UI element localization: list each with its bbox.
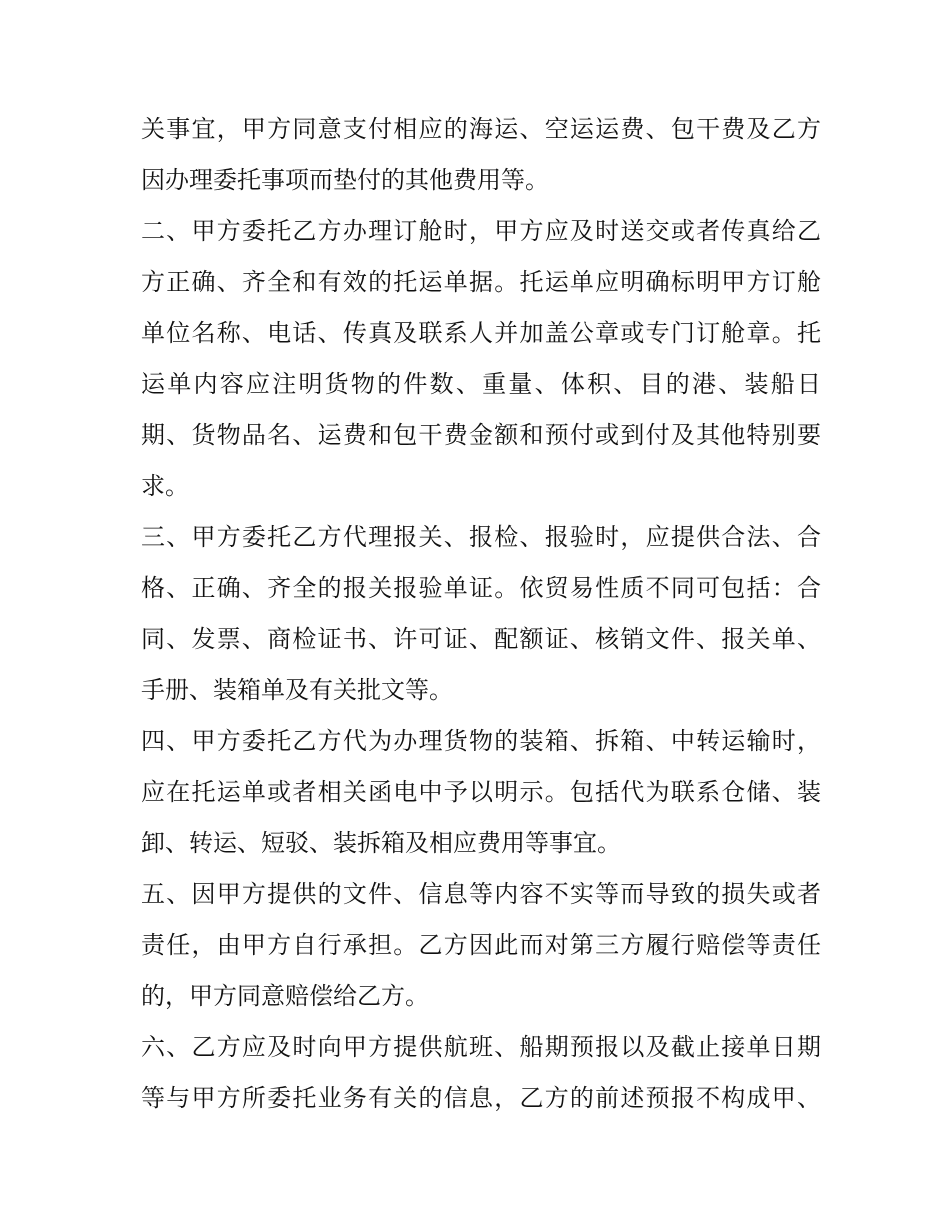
text-line: 四、甲方委托乙方代为办理货物的装箱、拆箱、中转运输时， xyxy=(141,727,821,755)
text-line: 因办理委托事项而垫付的其他费用等。 xyxy=(141,166,549,194)
text-line: 手册、装箱单及有关批文等。 xyxy=(141,676,453,704)
text-line: 应在托运单或者相关函电中予以明示。包括代为联系仓储、装 xyxy=(141,778,821,806)
text-line: 求。 xyxy=(141,472,189,500)
text-line: 二、甲方委托乙方办理订舱时，甲方应及时送交或者传真给乙 xyxy=(141,217,821,245)
text-line: 方正确、齐全和有效的托运单据。托运单应明确标明甲方订舱 xyxy=(141,268,821,296)
text-line: 等与甲方所委托业务有关的信息，乙方的前述预报不构成甲、 xyxy=(141,1084,821,1112)
text-line: 责任，由甲方自行承担。乙方因此而对第三方履行赔偿等责任 xyxy=(141,931,821,959)
text-line: 运单内容应注明货物的件数、重量、体积、目的港、装船日 xyxy=(141,370,821,398)
text-line: 卸、转运、短驳、装拆箱及相应费用等事宜。 xyxy=(141,829,621,857)
text-line: 三、甲方委托乙方代理报关、报检、报验时，应提供合法、合 xyxy=(141,523,821,551)
text-line: 的，甲方同意赔偿给乙方。 xyxy=(141,982,429,1010)
text-line: 格、正确、齐全的报关报验单证。依贸易性质不同可包括：合 xyxy=(141,574,821,602)
text-line: 关事宜，甲方同意支付相应的海运、空运运费、包干费及乙方 xyxy=(141,115,821,143)
text-line: 五、因甲方提供的文件、信息等内容不实等而导致的损失或者 xyxy=(141,880,821,908)
text-line: 单位名称、电话、传真及联系人并加盖公章或专门订舱章。托 xyxy=(141,319,821,347)
text-line: 六、乙方应及时向甲方提供航班、船期预报以及截止接单日期 xyxy=(141,1033,821,1061)
text-line: 同、发票、商检证书、许可证、配额证、核销文件、报关单、 xyxy=(141,625,821,653)
text-line: 期、货物品名、运费和包干费金额和预付或到付及其他特别要 xyxy=(141,421,821,449)
document-body xyxy=(141,104,821,1124)
